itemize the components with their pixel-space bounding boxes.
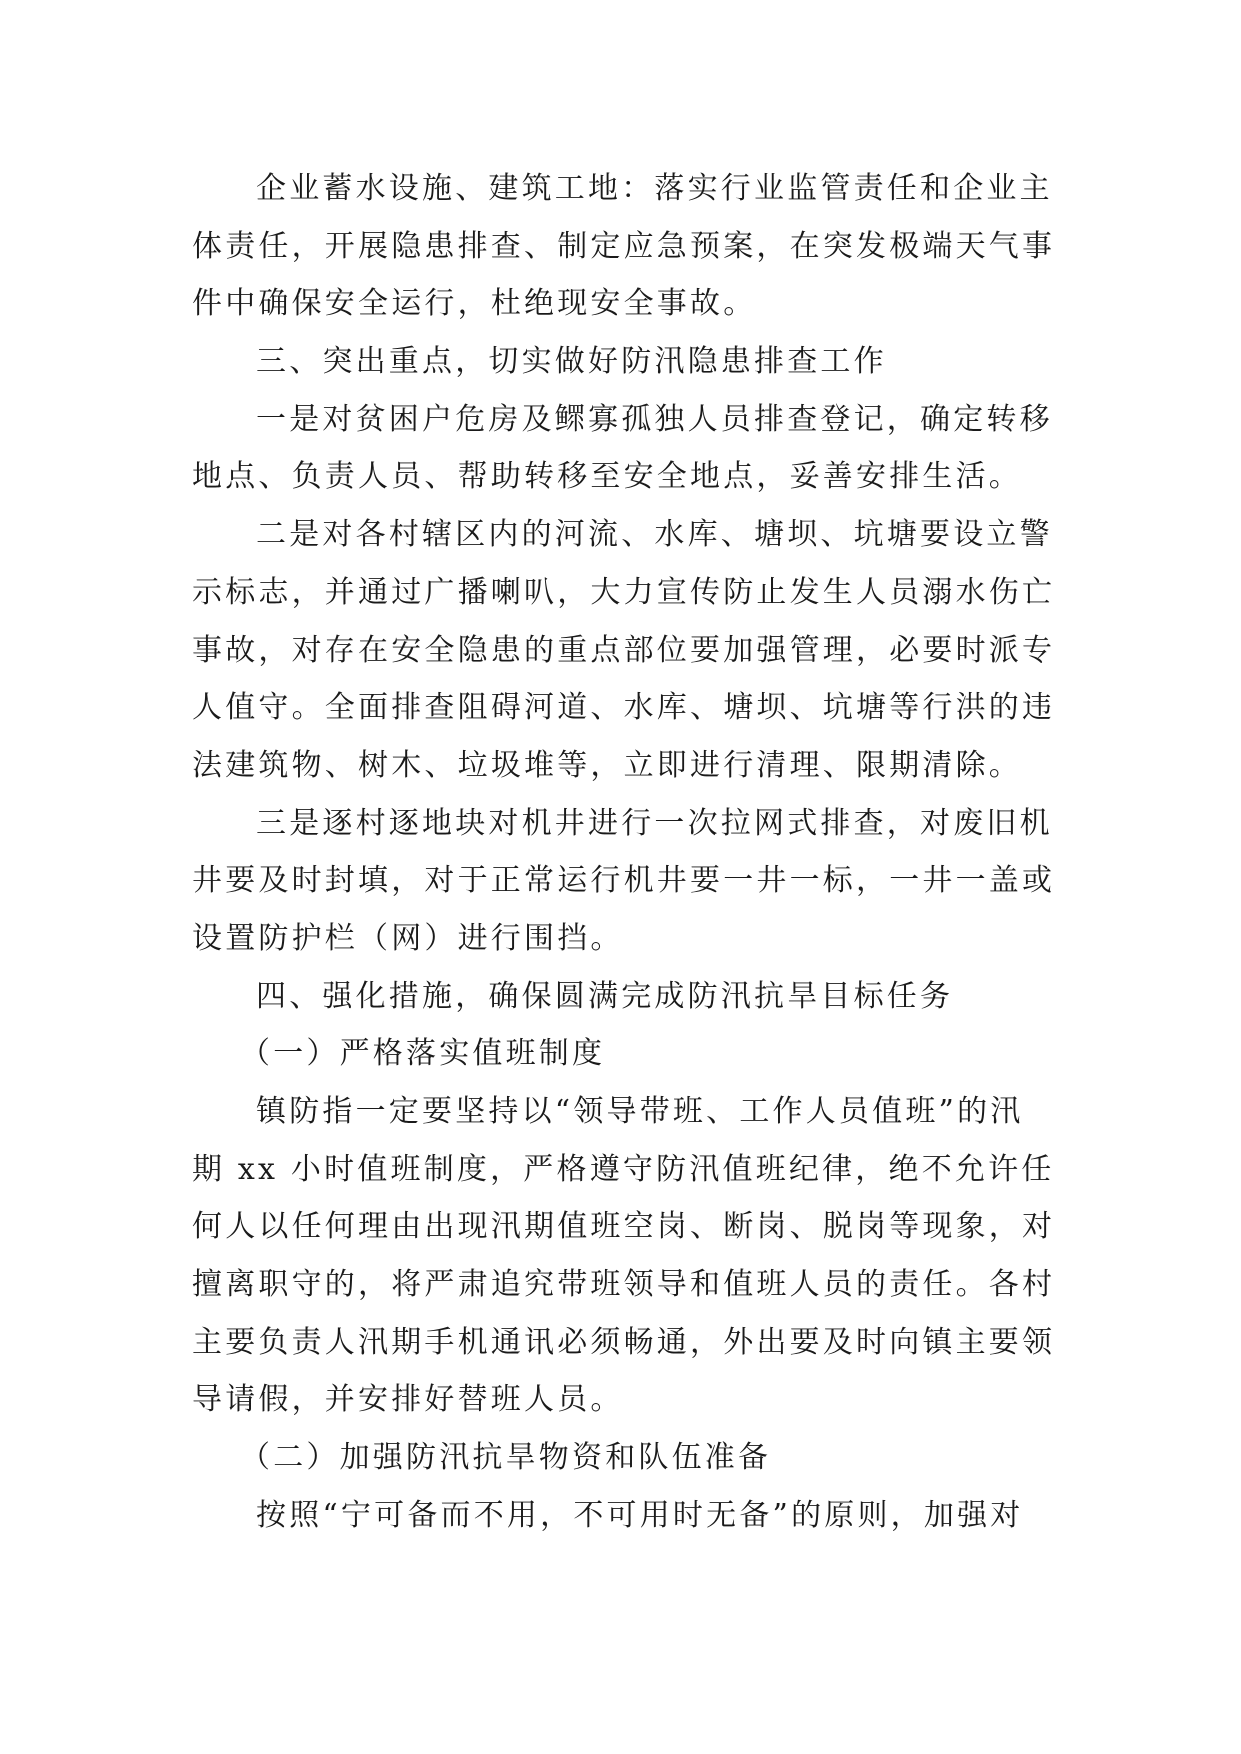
- text-line: 企业蓄水设施、建筑工地：落实行业监管责任和企业主: [256, 171, 1053, 206]
- text-line: 导请假，并安排好替班人员。: [192, 1382, 624, 1418]
- text-line: 擅离职守的，将严肃追究带班领导和值班人员的责任。各村: [192, 1267, 1056, 1303]
- document-body: [192, 160, 1056, 1545]
- text-line: 三是逐村逐地块对机井进行一次拉网式排查，对废旧机: [256, 805, 1053, 841]
- section-heading: 三、突出重点，切实做好防汛隐患排查工作: [256, 344, 887, 380]
- text-line: 体责任，开展隐患排查、制定应急预案，在突发极端天气事: [192, 228, 1056, 264]
- text-line: 主要负责人汛期手机通讯必须畅通，外出要及时向镇主要领: [192, 1324, 1056, 1360]
- text-line: 井要及时封填，对于正常运行机井要一井一标，一井一盖或: [192, 863, 1056, 899]
- text-line: 示标志，并通过广播喇叭，大力宣传防止发生人员溺水伤亡: [192, 574, 1056, 610]
- text-line: 一是对贫困户危房及鳏寡孤独人员排查登记，确定转移: [256, 401, 1053, 437]
- text-line: 何人以任何理由出现汛期值班空岗、断岗、脱岗等现象，对: [192, 1209, 1056, 1245]
- text-line: 设置防护栏（网）进行围挡。: [192, 920, 624, 956]
- text-line: 按照“宁可备而不用，不可用时无备”的原则，加强对: [256, 1497, 1024, 1533]
- text-line: 事故，对存在安全隐患的重点部位要加强管理，必要时派专: [192, 632, 1056, 668]
- subsection-heading: （一）严格落实值班制度: [240, 1036, 606, 1072]
- text-line: 二是对各村辖区内的河流、水库、塘坝、坑塘要设立警: [256, 517, 1053, 553]
- text-line: 期 xx 小时值班制度，严格遵守防汛值班纪律，绝不允许任: [192, 1151, 1055, 1187]
- text-line: 人值守。全面排查阻碍河道、水库、塘坝、坑塘等行洪的违: [192, 690, 1056, 726]
- text-line: 地点、负责人员、帮助转移至安全地点，妥善安排生活。: [192, 459, 1022, 495]
- section-heading: 四、强化措施，确保圆满完成防汛抗旱目标任务: [256, 978, 954, 1014]
- subsection-heading: （二）加强防汛抗旱物资和队伍准备: [240, 1440, 772, 1476]
- text-line: 件中确保安全运行，杜绝现安全事故。: [192, 286, 757, 322]
- text-line: 镇防指一定要坚持以“领导带班、工作人员值班”的汛: [256, 1094, 1024, 1129]
- text-line: 法建筑物、树木、垃圾堆等，立即进行清理、限期清除。: [192, 747, 1022, 783]
